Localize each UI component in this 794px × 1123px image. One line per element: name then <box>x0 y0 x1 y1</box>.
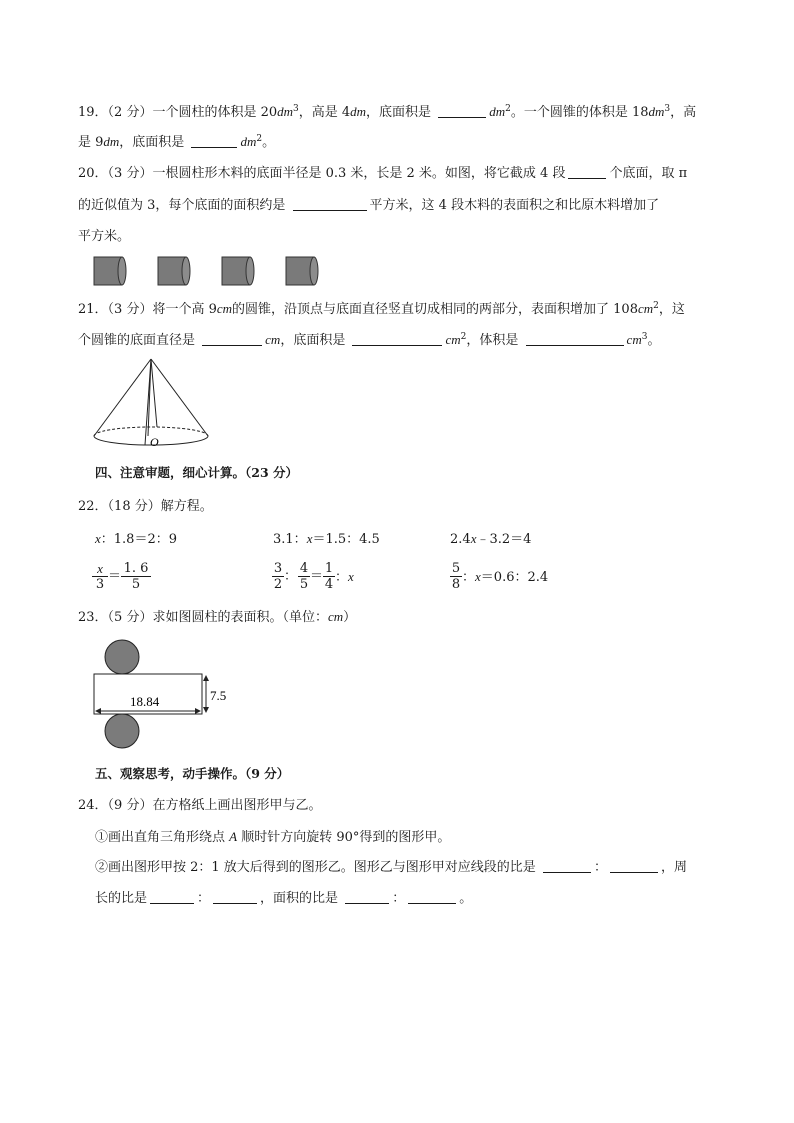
q21-line1: 21．（3 分）将一个高 9cm的圆锥，沿顶点与底面直径竖直切成相同的两部分，表面积增加了 $108cm^2$，这 <box>78 301 685 317</box>
answer-blank[interactable] <box>352 332 442 346</box>
q24-title: 24．（9 分）在方格纸上画出图形甲与乙。 <box>78 798 322 813</box>
answer-blank[interactable] <box>438 104 486 118</box>
q19-line2: 是 9dm，底面积是 $dm^2$。 <box>78 134 276 150</box>
answer-blank[interactable] <box>191 134 237 148</box>
bottom-base-circle <box>105 714 139 748</box>
answer-blank[interactable] <box>150 890 194 904</box>
answer-blank[interactable] <box>408 890 456 904</box>
cylinder-pieces-figure <box>90 254 330 288</box>
fraction: 4 5 <box>299 561 309 592</box>
fraction: 1 4 <box>324 561 334 592</box>
cylinder-piece <box>222 257 254 285</box>
answer-blank[interactable] <box>293 197 367 211</box>
answer-blank[interactable] <box>345 890 389 904</box>
cylinder-net-figure <box>90 638 240 752</box>
answer-blank[interactable] <box>543 859 591 873</box>
height-label: 7.5 <box>210 688 227 703</box>
top-base-circle <box>105 640 139 674</box>
length-label: 18.84 <box>130 694 160 709</box>
fraction: 5 8 <box>451 561 461 592</box>
answer-blank[interactable] <box>610 859 658 873</box>
q24-step2-cont: 长的比是 ： ，面积的比是 ： 。 <box>95 891 473 906</box>
fraction: 3 2 <box>273 561 283 592</box>
q23-title: 23．（5 分）求如图圆柱的表面积。（单位：cm） <box>78 609 357 625</box>
answer-blank[interactable] <box>213 890 257 904</box>
section-5-heading: 五、观察思考，动手操作。（9 分） <box>95 766 290 781</box>
q20-line3: 平方米。 <box>78 229 131 244</box>
q24-step2: ②画出图形甲按 2：1 放大后得到的图形乙。图形乙与图形甲对应线段的比是 ： ，周 <box>95 860 687 875</box>
answer-blank[interactable] <box>202 332 262 346</box>
q22-title: 22．（18 分）解方程。 <box>78 499 213 514</box>
cylinder-piece <box>158 257 190 285</box>
cone-figure <box>88 356 243 452</box>
section-4-heading: 四、注意审题，细心计算。（23 分） <box>95 465 298 480</box>
equation-2: 3.1：x＝1.5：4.5 <box>273 531 380 547</box>
cylinder-piece <box>94 257 126 285</box>
fraction: x 3 <box>92 561 108 592</box>
fraction: 1. 6 5 <box>121 561 151 592</box>
equation-1: x：1.8＝2：9 <box>95 531 177 547</box>
answer-blank[interactable] <box>526 332 624 346</box>
q20-line2: 的近似值为 3，每个底面的面积约是 平方米，这 4 段木料的表面积之和比原木料增加了 <box>78 198 660 213</box>
q24-step1: ①画出直角三角形绕点 A 顺时针方向旋转 90°得到的图形甲。 <box>95 829 451 845</box>
cylinder-piece <box>286 257 318 285</box>
q19-line1: 19．（2 分）一个圆柱的体积是 $20dm^3$，高是 4dm，底面积是 $dm^2$。一个圆锥的体积是 $18dm^3$，高 <box>78 104 697 120</box>
q21-line2: 个圆锥的底面直径是 cm，底面积是 $cm^2$，体积是 $cm^3$。 <box>78 332 661 348</box>
center-point-label: O <box>150 435 159 449</box>
equation-3: 2.4x﹣3.2＝4 <box>450 531 532 547</box>
q20-line1: 20．（3 分）一根圆柱形木料的底面半径是 0.3 米，长是 2 米。如图，将它截成 4 段 个底面，取 π <box>78 166 688 181</box>
answer-blank[interactable] <box>568 165 606 179</box>
